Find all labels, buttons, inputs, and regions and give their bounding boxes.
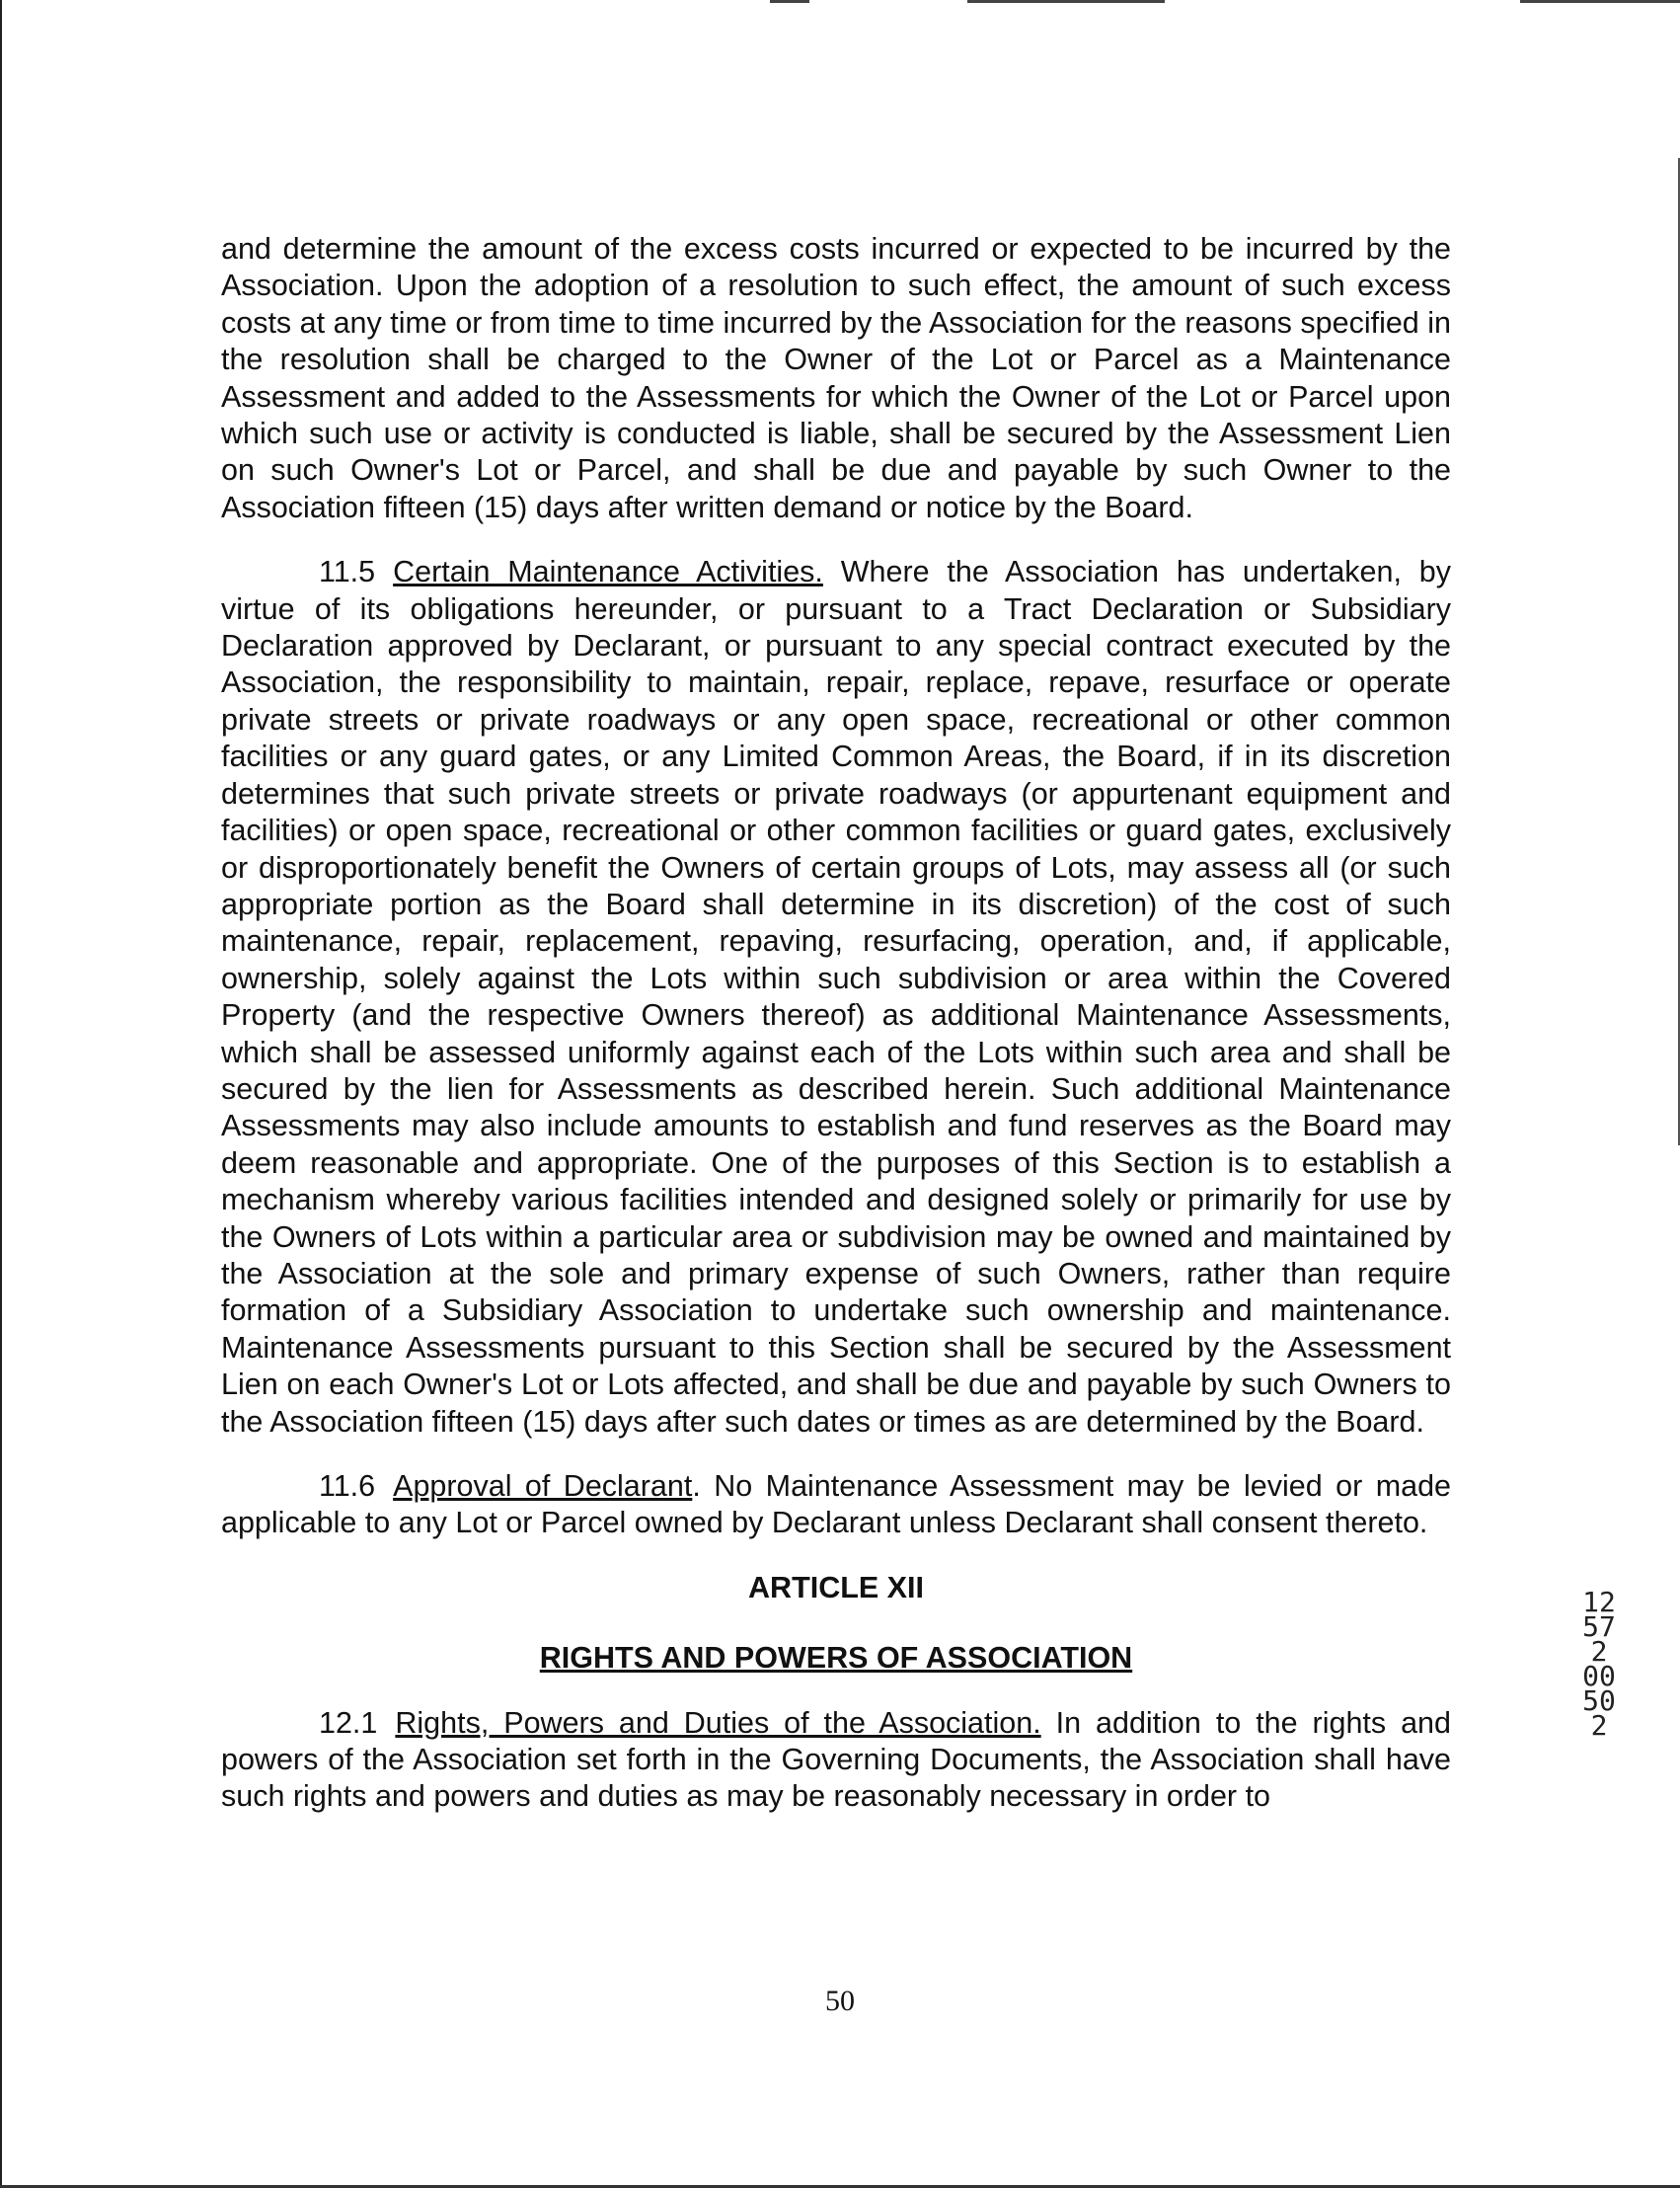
section-heading: Approval of Declarant — [393, 1469, 693, 1503]
section-heading: Rights, Powers and Duties of the Association. — [395, 1705, 1041, 1740]
scan-artifact-top — [967, 0, 1165, 3]
document-page — [221, 231, 1451, 1843]
article-label: ARTICLE XII — [748, 1570, 924, 1604]
section-text: . No Maintenance Assessment may be levied or made applicable to any Lot or Parcel owned by Declarant unless Declarant shall consent thereto. — [221, 1469, 1451, 1540]
section-text: In addition to the rights and powers of the Association set forth in the Governing Documents, the Association shall have such rights and powers and duties as may be reasonably necessary in order to — [221, 1705, 1451, 1814]
scan-edge-left — [0, 0, 2, 2188]
document-id-stamp: 12572 00502 — [1582, 1586, 1616, 1742]
page-number: 50 — [825, 1985, 855, 2017]
section-12-1 — [221, 1705, 1451, 1816]
paragraph-continuation: and determine the amount of the excess costs incurred or expected to be incurred by the Association. Upon the adoption of a resolution to such effect, the amount of such excess costs at any time or from time to time incurred by the Association for the reasons specified in the resolution shall be charged to the Owner of the Lot or Parcel as a Maintenance Assessment and added to the Assessments for which the Owner of the Lot or Parcel upon which such use or activity is conducted is liable, shall be secured by the Assessment Lien on such Owner's Lot or Parcel, and shall be due and payable by such Owner to the Association fifteen (15) days after written demand or notice by the Board. — [221, 232, 1451, 524]
article-title: RIGHTS AND POWERS OF ASSOCIATION — [539, 1641, 1133, 1676]
scan-artifact-top — [770, 0, 809, 3]
section-11-5 — [221, 554, 1451, 1441]
section-number: 12.1 — [319, 1705, 378, 1740]
section-11-6 — [221, 1468, 1451, 1542]
section-heading: Certain Maintenance Activities. — [393, 555, 823, 589]
scan-artifact-top — [1520, 0, 1680, 3]
section-number: 11.5 — [319, 555, 376, 589]
section-number: 11.6 — [319, 1469, 376, 1503]
section-text: Where the Association has undertaken, by virtue of its obligations hereunder, or pursuant to a Tract Declaration or Subsidiary Declaration approved by Declarant, or pursuant to any special contract executed by the Association, the responsibility to maintain, repair, replace, repave, resurface or operate private streets or private roadways or any open space, recreational or other common facilities or any guard gates, or any Limited Common Areas, the Board, if in its discretion determines that such private streets or private roadways (or appurtenant equipment and facilities) or open space, recreational or other common facilities or guard gates, exclusively or disproportionately benefit the Owners of certain groups of Lots, may assess all (or such appropriate portion as the Board shall determine in its discretion) of the cost of such maintenance, repair, replacement, repaving, resurfacing, operation, and, if applicable, ownership, solely against the Lots within such subdivision or area within the Covered Property (and the respective Owners thereof) as additional Maintenance Assessments, which shall be assessed uniformly against each of the Lots within such area and shall be secured by the lien for Assessments as described herein. Such additional Maintenance Assessments may also include amounts to establish and fund reserves as the Board may deem reasonable and appropriate. One of the purposes of this Section is to establish a mechanism whereby various facilities intended and designed solely or primarily for use by the Owners of Lots within a particular area or subdivision may be owned and maintained by the Association at the sole and primary expense of such Owners, rather than require formation of a Subsidiary Association to undertake such ownership and maintenance. Maintenance Assessments pursuant to this Section shall be secured by the Assessment Lien on each Owner's Lot or Lots affected, and shall be due and payable by such Owners to the Association fifteen (15) days after such dates or times as are determined by the Board. — [221, 555, 1451, 1439]
